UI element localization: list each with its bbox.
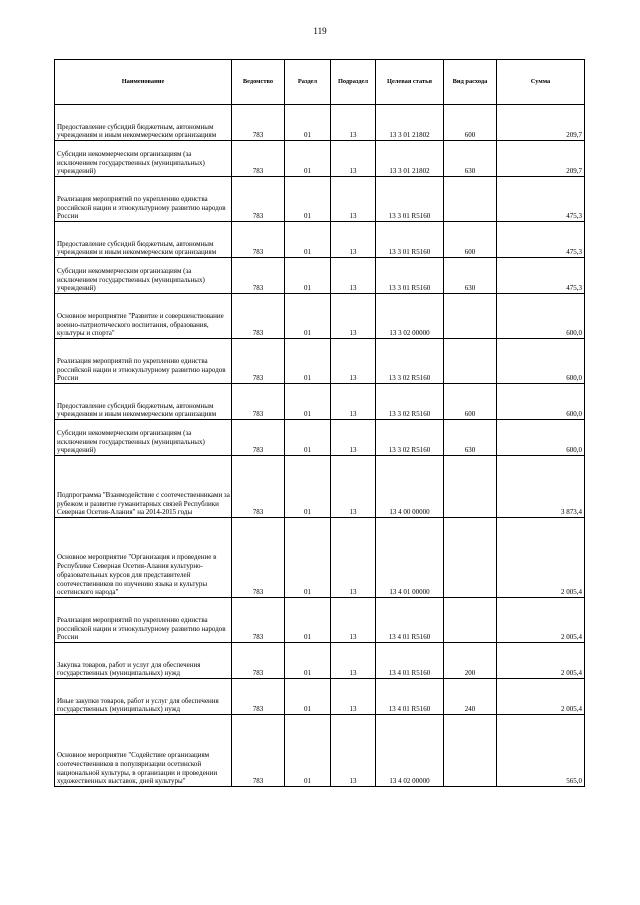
row-target-article: 13 3 02 R5160 xyxy=(376,384,444,420)
row-expense-type xyxy=(444,715,497,787)
row-section: 01 xyxy=(285,294,331,339)
table-row xyxy=(55,222,585,258)
table-row xyxy=(55,715,585,787)
row-name: Реализация мероприятий по укреплению единства российской нации и этнокультурному развитию народов России xyxy=(55,339,232,384)
row-expense-type xyxy=(444,456,497,518)
row-department: 783 xyxy=(232,643,285,679)
row-name: Субсидии некоммерческим организациям (за исключением государственных (муниципальных) учреждений) xyxy=(55,141,232,177)
row-department: 783 xyxy=(232,222,285,258)
table-row xyxy=(55,456,585,518)
budget-table xyxy=(54,59,585,787)
row-expense-type: 600 xyxy=(444,384,497,420)
table-row xyxy=(55,679,585,715)
row-target-article: 13 4 00 00000 xyxy=(376,456,444,518)
row-sum: 600,0 xyxy=(497,420,585,456)
row-sum: 209,7 xyxy=(497,105,585,141)
row-expense-type: 630 xyxy=(444,141,497,177)
table-row xyxy=(55,141,585,177)
row-target-article: 13 3 01 R5160 xyxy=(376,222,444,258)
row-target-article: 13 4 01 R5160 xyxy=(376,643,444,679)
table-row xyxy=(55,177,585,222)
row-name: Предоставление субсидий бюджетным, автономным учреждениям и иным некоммерческим организациям xyxy=(55,105,232,141)
row-target-article: 13 3 01 R5160 xyxy=(376,258,444,294)
row-name: Субсидии некоммерческим организациям (за исключением государственных (муниципальных) учреждений) xyxy=(55,258,232,294)
table-row xyxy=(55,384,585,420)
row-target-article: 13 3 01 21802 xyxy=(376,105,444,141)
row-sum: 565,0 xyxy=(497,715,585,787)
row-subsection: 13 xyxy=(331,679,376,715)
row-section: 01 xyxy=(285,177,331,222)
row-name: Основное мероприятие "Содействие организациям соотечественников в популяризации осетинской национальной культуры, в организации и проведении художественных выставок, дней культуры" xyxy=(55,715,232,787)
table-row xyxy=(55,294,585,339)
row-target-article: 13 3 01 21802 xyxy=(376,141,444,177)
row-subsection: 13 xyxy=(331,141,376,177)
column-header-section: Раздел xyxy=(285,60,331,105)
row-subsection: 13 xyxy=(331,105,376,141)
row-section: 01 xyxy=(285,643,331,679)
row-name: Субсидии некоммерческим организациям (за исключением государственных (муниципальных) учреждений) xyxy=(55,420,232,456)
table-row xyxy=(55,420,585,456)
row-sum: 475,3 xyxy=(497,222,585,258)
row-target-article: 13 3 02 00000 xyxy=(376,294,444,339)
column-header-expense-type: Вид расхода xyxy=(444,60,497,105)
row-department: 783 xyxy=(232,420,285,456)
column-header-name: Наименование xyxy=(55,60,232,105)
row-name: Иные закупки товаров, работ и услуг для обеспечения государственных (муниципальных) нужд xyxy=(55,679,232,715)
row-name: Предоставление субсидий бюджетным, автономным учреждениям и иным некоммерческим организациям xyxy=(55,384,232,420)
row-department: 783 xyxy=(232,456,285,518)
row-target-article: 13 4 01 R5160 xyxy=(376,679,444,715)
row-department: 783 xyxy=(232,518,285,598)
row-subsection: 13 xyxy=(331,258,376,294)
row-subsection: 13 xyxy=(331,518,376,598)
row-department: 783 xyxy=(232,339,285,384)
row-section: 01 xyxy=(285,715,331,787)
row-name: Предоставление субсидий бюджетным, автономным учреждениям и иным некоммерческим организациям xyxy=(55,222,232,258)
row-department: 783 xyxy=(232,105,285,141)
row-sum: 475,3 xyxy=(497,177,585,222)
table-row xyxy=(55,518,585,598)
row-subsection: 13 xyxy=(331,177,376,222)
row-section: 01 xyxy=(285,598,331,643)
row-target-article: 13 4 01 R5160 xyxy=(376,598,444,643)
row-expense-type: 600 xyxy=(444,105,497,141)
row-name: Подпрограмма "Взаимодействие с соотечественниками за рубежом и развитие гуманитарных связей Республики Северная Осетия-Алания" на 2014-2015 годы xyxy=(55,456,232,518)
row-expense-type xyxy=(444,294,497,339)
page-number: 119 xyxy=(313,26,327,36)
row-department: 783 xyxy=(232,177,285,222)
row-subsection: 13 xyxy=(331,643,376,679)
table-header-row xyxy=(55,60,585,105)
row-sum: 3 873,4 xyxy=(497,456,585,518)
row-name: Основное мероприятие "Развитие и совершенствование военно-патриотического воспитания, образования, культуры и спорта" xyxy=(55,294,232,339)
row-expense-type xyxy=(444,177,497,222)
column-header-sum: Сумма xyxy=(497,60,585,105)
row-department: 783 xyxy=(232,141,285,177)
row-expense-type: 200 xyxy=(444,643,497,679)
table-row xyxy=(55,598,585,643)
row-section: 01 xyxy=(285,420,331,456)
row-expense-type: 600 xyxy=(444,222,497,258)
column-header-subsection: Подраздел xyxy=(331,60,376,105)
row-target-article: 13 3 01 R5160 xyxy=(376,177,444,222)
row-expense-type xyxy=(444,518,497,598)
table-row xyxy=(55,258,585,294)
row-sum: 600,0 xyxy=(497,384,585,420)
row-section: 01 xyxy=(285,518,331,598)
table-row xyxy=(55,339,585,384)
row-expense-type: 630 xyxy=(444,420,497,456)
row-subsection: 13 xyxy=(331,715,376,787)
table-row xyxy=(55,105,585,141)
row-subsection: 13 xyxy=(331,339,376,384)
row-sum: 475,3 xyxy=(497,258,585,294)
row-section: 01 xyxy=(285,141,331,177)
row-subsection: 13 xyxy=(331,420,376,456)
row-subsection: 13 xyxy=(331,222,376,258)
row-target-article: 13 4 01 00000 xyxy=(376,518,444,598)
row-target-article: 13 3 02 R5160 xyxy=(376,420,444,456)
row-section: 01 xyxy=(285,222,331,258)
row-expense-type: 240 xyxy=(444,679,497,715)
row-name: Закупка товаров, работ и услуг для обеспечения государственных (муниципальных) нужд xyxy=(55,643,232,679)
row-section: 01 xyxy=(285,258,331,294)
row-department: 783 xyxy=(232,679,285,715)
row-section: 01 xyxy=(285,679,331,715)
row-sum: 2 005,4 xyxy=(497,679,585,715)
row-department: 783 xyxy=(232,598,285,643)
row-target-article: 13 4 02 00000 xyxy=(376,715,444,787)
row-subsection: 13 xyxy=(331,294,376,339)
row-name: Основное мероприятие "Организация и проведение в Республике Северная Осетия-Алания культурно-образовательных курсов для представителей соотечественников по изучению языка и культуры осетинского народа" xyxy=(55,518,232,598)
row-expense-type: 630 xyxy=(444,258,497,294)
row-sum: 209,7 xyxy=(497,141,585,177)
column-header-target-article: Целевая статья xyxy=(376,60,444,105)
row-expense-type xyxy=(444,339,497,384)
column-header-department: Ведомство xyxy=(232,60,285,105)
row-sum: 2 005,4 xyxy=(497,518,585,598)
row-sum: 2 005,4 xyxy=(497,598,585,643)
row-sum: 600,0 xyxy=(497,339,585,384)
row-department: 783 xyxy=(232,384,285,420)
row-subsection: 13 xyxy=(331,598,376,643)
row-department: 783 xyxy=(232,258,285,294)
row-section: 01 xyxy=(285,339,331,384)
row-section: 01 xyxy=(285,384,331,420)
row-subsection: 13 xyxy=(331,384,376,420)
row-target-article: 13 3 02 R5160 xyxy=(376,339,444,384)
row-sum: 600,0 xyxy=(497,294,585,339)
row-sum: 2 005,4 xyxy=(497,643,585,679)
row-department: 783 xyxy=(232,715,285,787)
row-expense-type xyxy=(444,598,497,643)
row-name: Реализация мероприятий по укреплению единства российской нации и этнокультурному развитию народов России xyxy=(55,598,232,643)
row-section: 01 xyxy=(285,105,331,141)
row-section: 01 xyxy=(285,456,331,518)
row-name: Реализация мероприятий по укреплению единства российской нации и этнокультурному развитию народов России xyxy=(55,177,232,222)
table-row xyxy=(55,643,585,679)
row-subsection: 13 xyxy=(331,456,376,518)
row-department: 783 xyxy=(232,294,285,339)
